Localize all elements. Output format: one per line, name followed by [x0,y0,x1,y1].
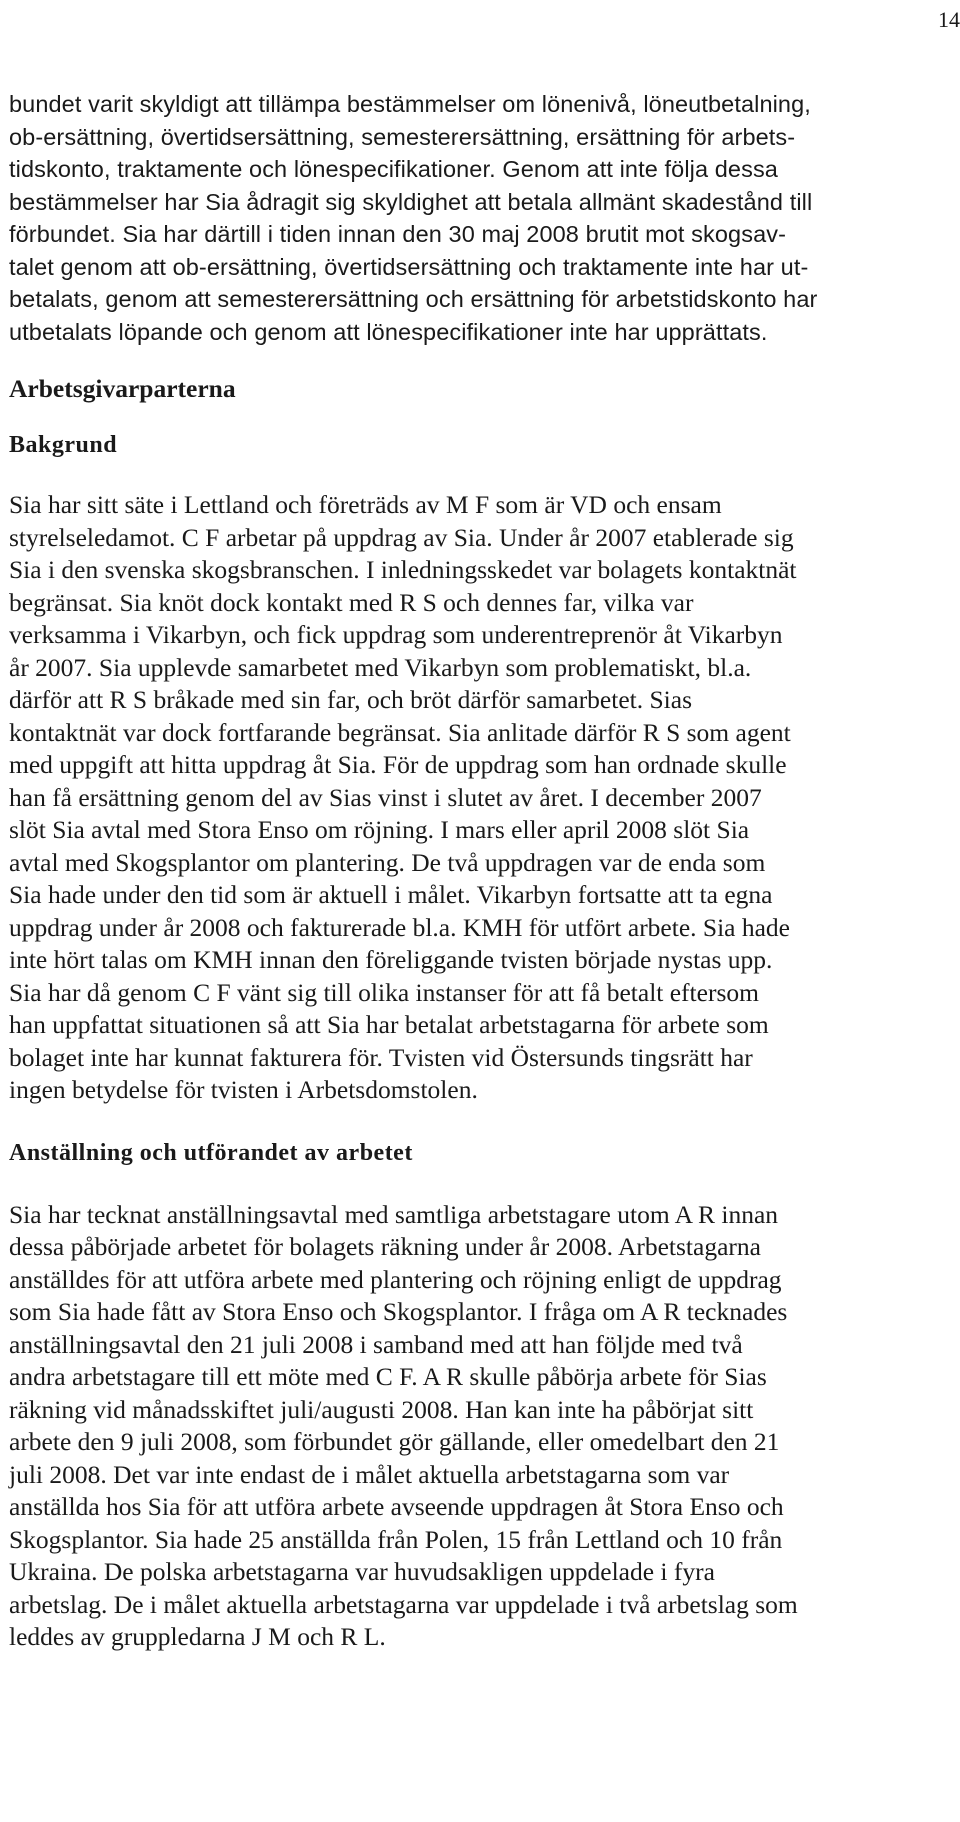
document-body [9,88,954,1654]
section-heading: Arbetsgivarparterna [9,374,236,403]
page-number: 14 [938,7,960,32]
background-paragraph: Sia har sitt säte i Lettland och företräds av M F som är VD och ensam styrelseledamot. C F arbetar på uppdrag av Sia. Under år 2007 etablerade sig Sia i den svenska skogsbranschen. I inledningsskedet var bolagets kontaktnät begränsat. Sia knöt dock kontakt med R S och dennes far, vilka var verksamma i Vikarbyn, och fick uppdrag som underentreprenör åt Vikarbyn år 2007. Sia upplevde samarbetet med Vikarbyn som problematiskt, bl.a. därför att R S bråkade med sin far, och bröt därför samarbetet. Sias kontaktnät var dock fortfarande begränsat. Sia anlitade därför R S som agent med uppgift att hitta uppdrag åt Sia. För de uppdrag som han ordnade skulle han få ersättning genom del av Sias vinst i slutet av året. I december 2007 slöt Sia avtal med Stora Enso om röjning. I mars eller april 2008 slöt Sia avtal med Skogsplantor om plantering. De två uppdragen var de enda som Sia hade under den tid som är aktuell i målet. Vikarbyn fortsatte att ta egna uppdrag under år 2008 och fakturerade bl.a. KMH för utfört arbete. Sia hade inte hört talas om KMH innan den föreliggande tvisten började nystas upp. Sia har då genom C F vänt sig till olika instanser för att få betalt eftersom han uppfattat situationen så att Sia har betalat arbetstagarna för arbete som bolaget inte har kunnat fakturera för. Tvisten vid Östersunds tingsrätt har ingen betydelse för tvisten i Arbetsdomstolen. [9,490,797,1104]
intro-paragraph: bundet varit skyldigt att tillämpa bestämmelser om lönenivå, löneutbetalning, ob-ersättning, övertidsersättning, semesterersättning, ersättning för arbets- tidskonto, traktamente och lönespecifikationer. Genom att inte följa dessa bestämmelser har Sia ådragit sig skyldighet att betala allmänt skadestånd till förbundet. Sia har därtill i tiden innan den 30 maj 2008 brutit mot skogsav- talet genom att ob-ersättning, övertidsersättning och traktamente inte har ut- betalats, genom att semesterersättning och ersättning för arbetstidskonto har utbetalats löpande och genom att lönespecifikationer inte har upprättats. [9,91,818,345]
subheading-background: Bakgrund [9,432,118,458]
subheading-employment: Anställning och utförandet av arbetet [9,1139,413,1166]
employment-paragraph: Sia har tecknat anställningsavtal med samtliga arbetstagare utom A R innan dessa påbörjade arbetet för bolagets räkning under år 2008. Arbetstagarna anställdes för att utföra arbete med plantering och röjning enligt de uppdrag som Sia hade fått av Stora Enso och Skogsplantor. I fråga om A R tecknades anställningsavtal den 21 juli 2008 i samband med att han följde med två andra arbetstagare till ett möte med C F. A R skulle påbörja arbete för Sias räkning vid månadsskiftet juli/augusti 2008. Han kan inte ha påbörjat sitt arbete den 9 juli 2008, som förbundet gör gällande, eller omedelbart den 21 juli 2008. Det var inte endast de i målet aktuella arbetstagarna som var anställda hos Sia för att utföra arbete avseende uppdragen åt Stora Enso och Skogsplantor. Sia hade 25 anställda från Polen, 15 från Lettland och 10 från Ukraina. De polska arbetstagarna var huvudsakligen uppdelade i fyra arbetslag. De i målet aktuella arbetstagarna var uppdelade i två arbetslag som leddes av gruppledarna J M och R L. [9,1199,798,1651]
